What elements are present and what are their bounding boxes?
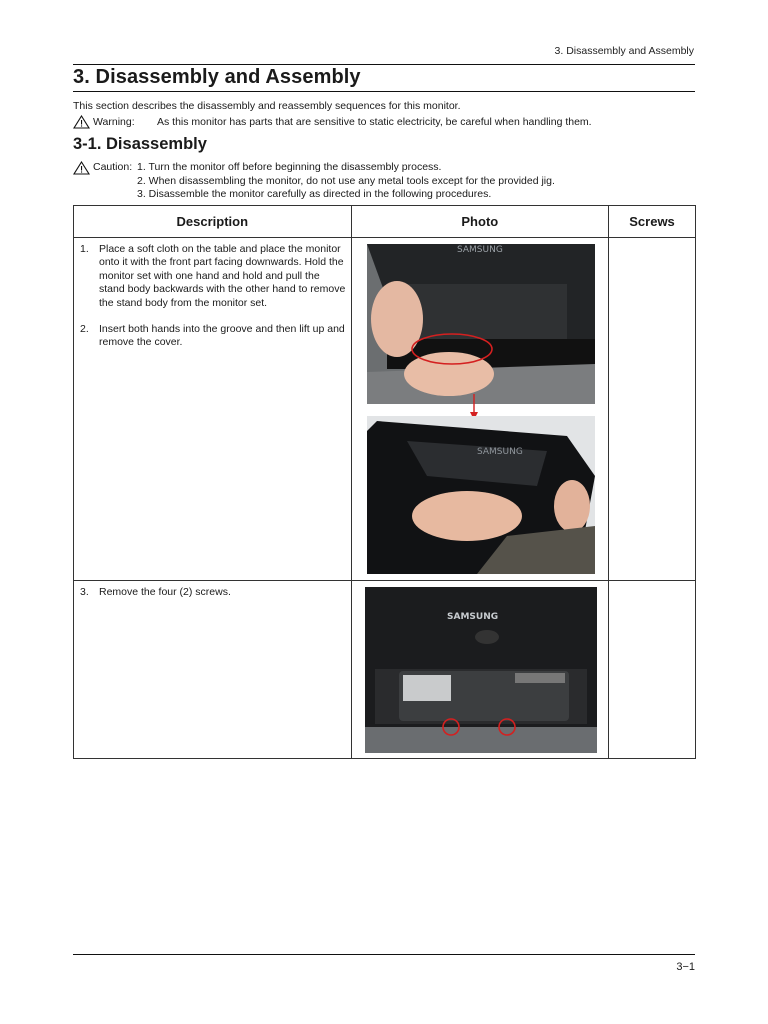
photo-screws (365, 587, 597, 753)
caution-block (73, 161, 555, 202)
screws-cell (609, 238, 696, 581)
intro-text: This section describes the disassembly and reassembly sequences for this monitor. (73, 100, 461, 112)
step-item (80, 586, 346, 599)
caution-step: 3. Disassemble the monitor carefully as directed in the following procedures. (137, 188, 492, 200)
photo-brand-text: SAMSUNG (476, 447, 523, 457)
step-number: 2. (80, 323, 89, 336)
photo-brand-text: SAMSUNG (446, 612, 498, 622)
photo-brand-text: SAMSUNG (456, 245, 503, 255)
table-row (74, 238, 696, 581)
screws-cell (609, 581, 696, 759)
warning-line (73, 115, 592, 129)
photo-remove-cover (367, 416, 595, 574)
caution-label: Caution: (93, 161, 133, 173)
step-item (80, 323, 346, 350)
description-cell (74, 581, 352, 759)
photo-cell (351, 581, 609, 759)
column-header-screws: Screws (609, 206, 696, 238)
procedure-table (73, 205, 696, 759)
section-title: 3-1. Disassembly (73, 135, 207, 153)
column-header-description: Description (74, 206, 352, 238)
warning-icon (73, 115, 90, 129)
caution-icon (73, 161, 90, 175)
header-rule (73, 64, 695, 65)
running-header: 3. Disassembly and Assembly (554, 45, 694, 57)
title-rule (73, 91, 695, 92)
caution-step: 2. When disassembling the monitor, do not use any metal tools except for the provided jig. (137, 174, 555, 187)
page-title: 3. Disassembly and Assembly (73, 66, 361, 88)
step-text: Remove the four (2) screws. (99, 586, 231, 598)
description-cell (74, 238, 352, 581)
step-text: Insert both hands into the groove and then lift up and remove the cover. (99, 323, 345, 349)
table-header-row (74, 206, 696, 238)
warning-label: Warning: (93, 116, 135, 128)
table-row (74, 581, 696, 759)
warning-text: As this monitor has parts that are sensitive to static electricity, be careful when handling them. (157, 116, 592, 128)
photo-cell (351, 238, 609, 581)
step-number: 1. (80, 243, 89, 255)
caution-step: 1. Turn the monitor off before beginning the disassembly process. (137, 161, 442, 173)
column-header-photo: Photo (351, 206, 609, 238)
step-text: Place a soft cloth on the table and place the monitor onto it with the front part facing downwards. Hold the monitor set with one hand and hold and pull the stand body backwards with the other hand to remove the stand body from the monitor set. (99, 243, 346, 309)
page-number: 3−1 (676, 961, 695, 973)
step-item (80, 243, 346, 310)
footer-rule (73, 954, 695, 955)
photo-remove-stand (367, 244, 595, 404)
step-number: 3. (80, 586, 89, 598)
